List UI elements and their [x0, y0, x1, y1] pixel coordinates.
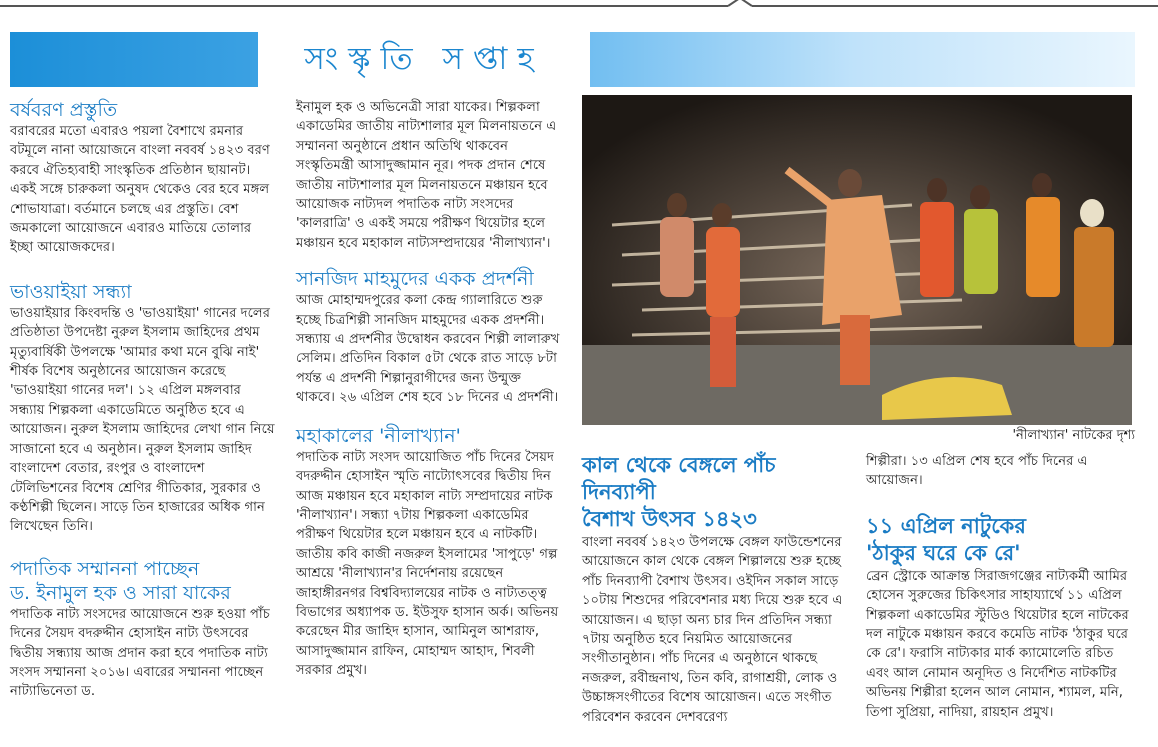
- section-banner: [10, 32, 1135, 87]
- article-heading: সানজিদ মাহমুদের একক প্রদর্শনী: [296, 268, 534, 291]
- column-2: [296, 98, 562, 681]
- article-body: ভাওয়াইয়ার কিংবদন্তি ও 'ভাওয়াইয়া' গানের দলের প্রতিষ্ঠাতা উপদেষ্টা নুরুল ইসলাম জাহিদের প্রথম মৃত্যুবার্ষিকী উপলক্ষে 'আমার কথা মনে বুঝি নাই' শীর্ষক বিশেষ অনুষ্ঠানের আয়োজন করেছে 'ভাওয়াইয়া গানের দল'। ১২ এপ্রিল মঙ্গলবার সন্ধ্যায় শিল্পকলা একাডেমিতে অনুষ্ঠিত হবে এ আয়োজন। নুরুল ইসলাম জাহিদের লেখা গান নিয়ে সাজানো হবে এ অনুষ্ঠান। নুরুল ইসলাম জাহিদ বাংলাদেশ বেতার, রংপুর ও বাংলাদেশ টেলিভিশনের বিশেষ শ্রেণির গীতিকার, সুরকার ও কণ্ঠশিল্পী ছিলেন। সাড়ে তিন হাজারের অধিক গান লিখেছেন তিনি।: [10, 305, 275, 535]
- column-4: [866, 452, 1136, 722]
- article-body: ব্রেন স্ট্রোকে আক্রান্ত সিরাজগঞ্জের নাট্যকর্মী আমির হোসেন সুরুজের চিকিৎসার সাহায্যার্থে ১১ এপ্রিল শিল্পকলা একাডেমির স্টুডিও থিয়েটার হলে নাটকের দল নাটুকে মঞ্চায়ন করবে কমেডি নাটক 'ঠাকুর ঘরে কে রে'। ফরাসি নাট্যকার মার্ক ক্যামোলেতি রচিত এবং আল নোমান অনূদিত ও নির্দেশিত নাটকটির অভিনয় শিল্পীরা হলেন আল নোমান, শ্যামল, মনি, তিপা সুপ্রিয়া, নাদিয়া, রায়হান প্রমুখ।: [866, 568, 1129, 720]
- article-heading: ১১ এপ্রিল নাটুকের: [866, 513, 1026, 538]
- article-body: পদাতিক নাট্য সংসদ আয়োজিত পাঁচ দিনের সৈয়দ বদরুদ্দীন হোসাইন স্মৃতি নাট্যোৎসবের দ্বিতীয় দিন আজ মঞ্চায়ন হবে মহাকাল নাট্য সম্প্রদায়ের নাটক 'নীলাখ্যান'। সন্ধ্যা ৭টায় শিল্পকলা একাডেমির পরীক্ষণ থিয়েটার হলে মঞ্চায়ন হবে এ নাটকটি। জাতীয় কবি কাজী নজরুল ইসলামের 'সাপুড়ে' গল্প আশ্রয়ে 'নীলাখ্যান'র নির্দেশনায় রয়েছেন জাহাঙ্গীরনগর বিশ্ববিদ্যালয়ের নাটক ও নাট্যতত্ত্ব বিভাগের অধ্যাপক ড. ইউসুফ হাসান অর্ক। অভিনয় করেছেন মীর জাহিদ হাসান, আমিনুল আশরাফ, আসাদুজ্জামান রাফিন, মোহাম্মদ আহাদ, শিবলী সরকার প্রমুখ।: [296, 449, 559, 679]
- article-heading: বর্ষবরণ প্রস্তুতি: [10, 99, 118, 121]
- column-1: [10, 98, 275, 702]
- section-title: সংস্কৃতি সপ্তাহ: [258, 32, 590, 87]
- article-body: বরাবরের মতো এবারও পয়লা বৈশাখে রমনার বটমূলে নানা আয়োজনে বাংলা নববর্ষ ১৪২৩ বরণ করবে ঐতিহ্যবাহী সাংস্কৃতিক প্রতিষ্ঠান ছায়ানট। একই সঙ্গে চারুকলা অনুষদ থেকেও বের হবে মঙ্গল শোভাযাত্রা। বর্তমানে চলছে এর প্রস্তুতি। বেশ জমকালো আয়োজনে এবারও মাতিয়ে তোলার ইচ্ছা আয়োজকদের।: [10, 124, 270, 256]
- article-heading: ড. ইনামুল হক ও সারা যাকের: [10, 581, 231, 604]
- article-heading: পদাতিক সম্মাননা পাচ্ছেন: [10, 557, 200, 580]
- article-body: পদাতিক নাট্য সংসদের আয়োজনে শুরু হওয়া পাঁচ দিনের সৈয়দ বদরুদ্দীন হোসাইন নাট্য উৎসবের দ্বিতীয় সন্ধ্যায় আজ প্রদান করা হবে পদাতিক নাট্য সংসদ সম্মাননা ২০১৬। এবারের সম্মাননা পাচ্ছেন নাট্যাভিনেতা ড.: [10, 606, 270, 700]
- article-body-continued: শিল্পীরা। ১৩ এপ্রিল শেষ হবে পাঁচ দিনের এ আয়োজন।: [866, 454, 1088, 489]
- article-heading: 'ঠাকুর ঘরে কে রে': [866, 540, 1021, 565]
- column-3: [582, 452, 848, 727]
- article-body-continued: ইনামুল হক ও অভিনেত্রী সারা যাকের। শিল্পকলা একাডেমির জাতীয় নাট্যশালার মূল মিলনায়তনে এ সম্মাননা অনুষ্ঠানে প্রধান অতিথি থাকবেন সংস্কৃতিমন্ত্রী আসাদুজ্জামান নূর। পদক প্রদান শেষে জাতীয় নাট্যশালার মূল মিলনায়তনে মঞ্চায়ন হবে আয়োজক নাট্যদল পদাতিক নাট্য সংসদের 'কালরাত্রি' ও একই সময়ে পরীক্ষণ থিয়েটার হলে মঞ্চায়ন হবে মহাকাল নাট্যসম্প্রদায়ের 'নীলাখ্যান'।: [296, 100, 557, 251]
- stage-photo: [582, 95, 1132, 425]
- photo-caption: 'নীলাখ্যান' নাটকের দৃশ্য: [1012, 428, 1135, 443]
- article-heading: মহাকালের 'নীলাখ্যান': [296, 424, 461, 447]
- article-heading: বৈশাখ উৎসব ১৪২৩: [582, 507, 757, 531]
- article-heading: কাল থেকে বেঙ্গলে পাঁচ দিনব্যাপী: [582, 453, 776, 504]
- top-rule: [0, 0, 1158, 14]
- article-body: বাংলা নববর্ষ ১৪২৩ উপলক্ষে বেঙ্গল ফাউন্ডেশনের আয়োজনে কাল থেকে বেঙ্গল শিল্পালয়ে শুরু হচ্ছে পাঁচ দিনব্যাপী বৈশাখ উৎসব। ওইদিন সকাল সাড়ে ১০টায় শিশুদের পরিবেশনার মধ্য দিয়ে শুরু হবে এ আয়োজন। এ ছাড়া অন্য চার দিন প্রতিদিন সন্ধ্যা ৭টায় অনুষ্ঠিত হবে নিয়মিত আয়োজনের সংগীতানুষ্ঠান। পাঁচ দিনের এ অনুষ্ঠানে থাকছে নজরুল, রবীন্দ্রনাথ, তিন কবি, রাগাশ্রয়ী, লোক ও উচ্চাঙ্গসংগীতের বিশেষ আয়োজন। এতে সংগীত পরিবেশন করবেন দেশবরেণ্য: [582, 535, 843, 725]
- article-heading: ভাওয়াইয়া সন্ধ্যা: [10, 280, 132, 303]
- article-body: আজ মোহাম্মদপুরের কলা কেন্দ্র গ্যালারিতে শুরু হচ্ছে চিত্রশিল্পী সানজিদ মাহমুদের একক প্রদর্শনী। সন্ধ্যায় এ প্রদর্শনীর উদ্বোধন করবেন শিল্পী লালারুখ সেলিম। প্রতিদিন বিকাল ৫টা থেকে রাত সাড়ে ৮টা পর্যন্ত এ প্রদর্শনী শিল্পানুরাগীদের জন্য উন্মুক্ত থাকবে। ২৬ এপ্রিল শেষ হবে ১৮ দিনের এ প্রদর্শনী।: [296, 293, 560, 406]
